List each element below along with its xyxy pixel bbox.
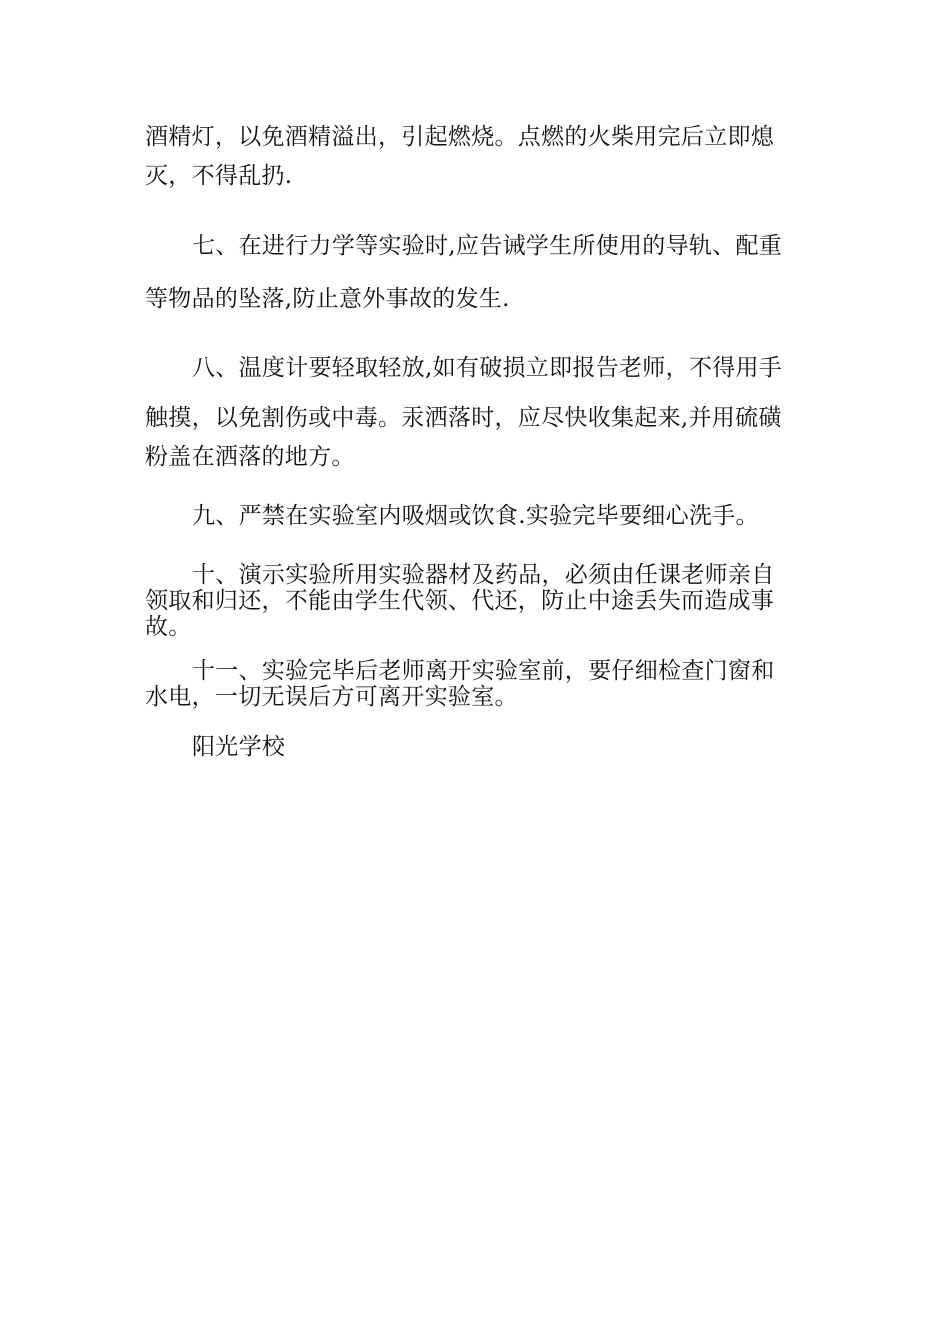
paragraph-10-line: 十、演示实验所用实验器材及药品，必须由任课老师亲自	[192, 562, 775, 588]
paragraph-7-line: 等物品的坠落,防止意外事故的发生.	[145, 286, 510, 312]
paragraph-11-line: 水电，一切无误后方可离开实验室。	[145, 684, 518, 710]
paragraph-8-line: 粉盖在洒落的地方。	[145, 444, 355, 470]
text-line: 灭，不得乱扔.	[145, 163, 293, 189]
paragraph-10-line: 领取和归还，不能由学生代领、代还，防止中途丢失而造成事	[145, 588, 775, 614]
paragraph-8-line: 触摸，以免割伤或中毒。汞洒落时，应尽快收集起来,并用硫磺	[145, 405, 782, 431]
signature-school-name: 阳光学校	[192, 734, 286, 760]
text-line: 酒精灯，以免酒精溢出，引起燃烧。点燃的火柴用完后立即熄	[145, 124, 775, 150]
paragraph-8-line: 八、温度计要轻取轻放,如有破损立即报告老师，不得用手	[192, 355, 783, 381]
paragraph-9-line: 九、严禁在实验室内吸烟或饮食.实验完毕要细心洗手。	[192, 503, 759, 529]
paragraph-7-line: 七、在进行力学等实验时,应告诫学生所使用的导轨、配重	[192, 233, 783, 259]
paragraph-10-line: 故。	[145, 614, 192, 640]
paragraph-11-line: 十一、实验完毕后老师离开实验室前，要仔细检查门窗和	[192, 658, 775, 684]
